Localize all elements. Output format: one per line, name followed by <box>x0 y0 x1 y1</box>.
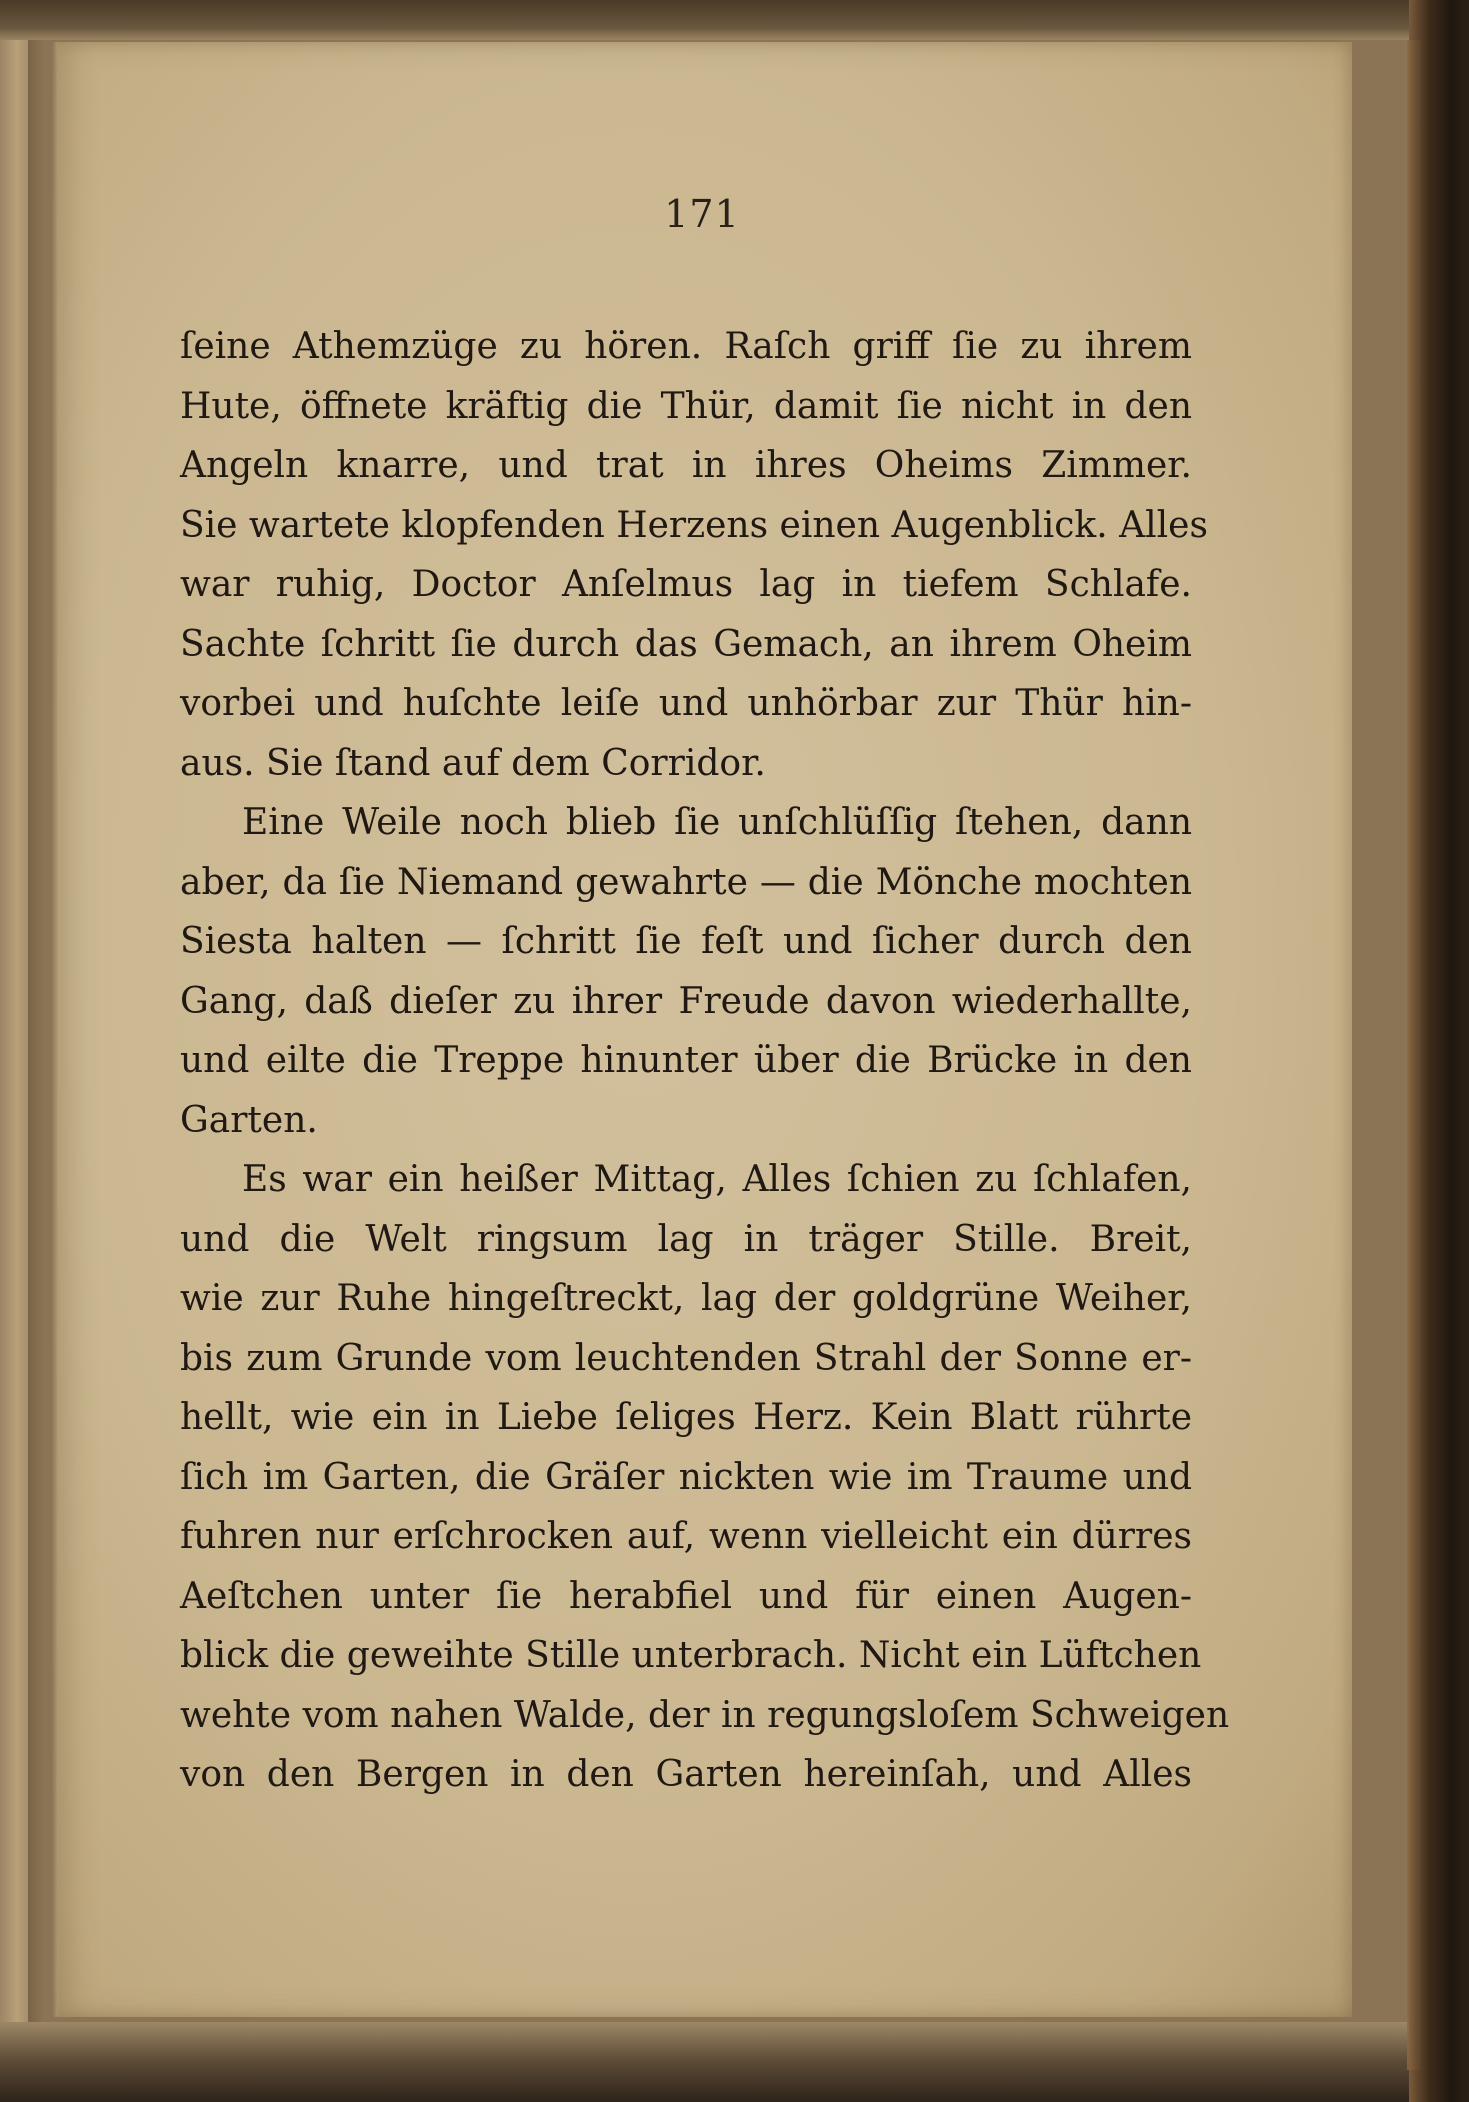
text-line: wehte vom nahen Walde, der in regungsloſem Schweigen <box>180 1694 1230 1736</box>
text-line: Aeſtchen unter ſie herabfiel und für einen Augen- <box>180 1575 1192 1617</box>
text-line: Sie wartete klopfenden Herzens einen Augenblick. Alles <box>180 504 1208 546</box>
text-line: wie zur Ruhe hingeſtreckt, lag der goldgrüne Weiher, <box>180 1278 1192 1319</box>
text-line: Siesta halten — ſchritt ſie feſt und ſicher durch den <box>180 921 1192 962</box>
text-line: vorbei und huſchte leiſe und unhörbar zur Thür hin- <box>180 683 1192 724</box>
top-edge <box>0 0 1469 40</box>
text-line: und eilte die Treppe hinunter über die Brücke in den <box>180 1040 1192 1081</box>
text-line: Sachte ſchritt ſie durch das Gemach, an ihrem Oheim <box>180 623 1192 665</box>
text-line: hellt, wie ein in Liebe ſeliges Herz. Kein Blatt rührte <box>180 1397 1192 1438</box>
text-line: aus. Sie ſtand auf dem Corridor. <box>180 742 766 784</box>
text-line: von den Bergen in den Garten hereinſah, und Alles <box>180 1754 1192 1795</box>
text-line: Es war ein heißer Mittag, Alles ſchien zu ſchlafen, <box>242 1159 1192 1200</box>
book-page <box>52 42 1352 2017</box>
bottom-edge <box>0 2022 1469 2102</box>
text-line: blick die geweihte Stille unterbrach. Nicht ein Lüftchen <box>180 1635 1202 1676</box>
text-line: bis zum Grunde vom leuchtenden Strahl der Sonne er- <box>180 1337 1192 1379</box>
text-line: und die Welt ringsum lag in träger Stille. Breit, <box>180 1218 1192 1260</box>
text-line: Eine Weile noch blieb ſie unſchlüſſig ſtehen, dann <box>242 802 1192 843</box>
text-line: Gang, daß dieſer zu ihrer Freude davon wiederhallte, <box>180 980 1192 1022</box>
text-line: Hute, öffnete kräftig die Thür, damit ſie nicht in den <box>180 385 1192 427</box>
text-line: fuhren nur erſchrocken auf, wenn vielleicht ein dürres <box>180 1516 1192 1557</box>
text-line: aber, da ſie Niemand gewahrte — die Mönche mochten <box>180 861 1192 903</box>
page-number: 171 <box>664 192 740 236</box>
text-line: war ruhig, Doctor Anſelmus lag in tiefem Schlafe. <box>180 564 1192 605</box>
cover-edge-highlight <box>1407 40 1421 2070</box>
text-line: Garten. <box>180 1099 318 1141</box>
text-line: ſeine Athemzüge zu hören. Raſch griff ſie zu ihrem <box>180 326 1192 367</box>
text-line: ſich im Garten, die Gräſer nickten wie im Traume und <box>180 1456 1192 1498</box>
page-gutter <box>52 42 58 2017</box>
text-line: Angeln knarre, und trat in ihres Oheims Zimmer. <box>180 445 1192 486</box>
left-page-edge <box>0 0 28 2102</box>
page-body-text <box>180 317 1230 1805</box>
